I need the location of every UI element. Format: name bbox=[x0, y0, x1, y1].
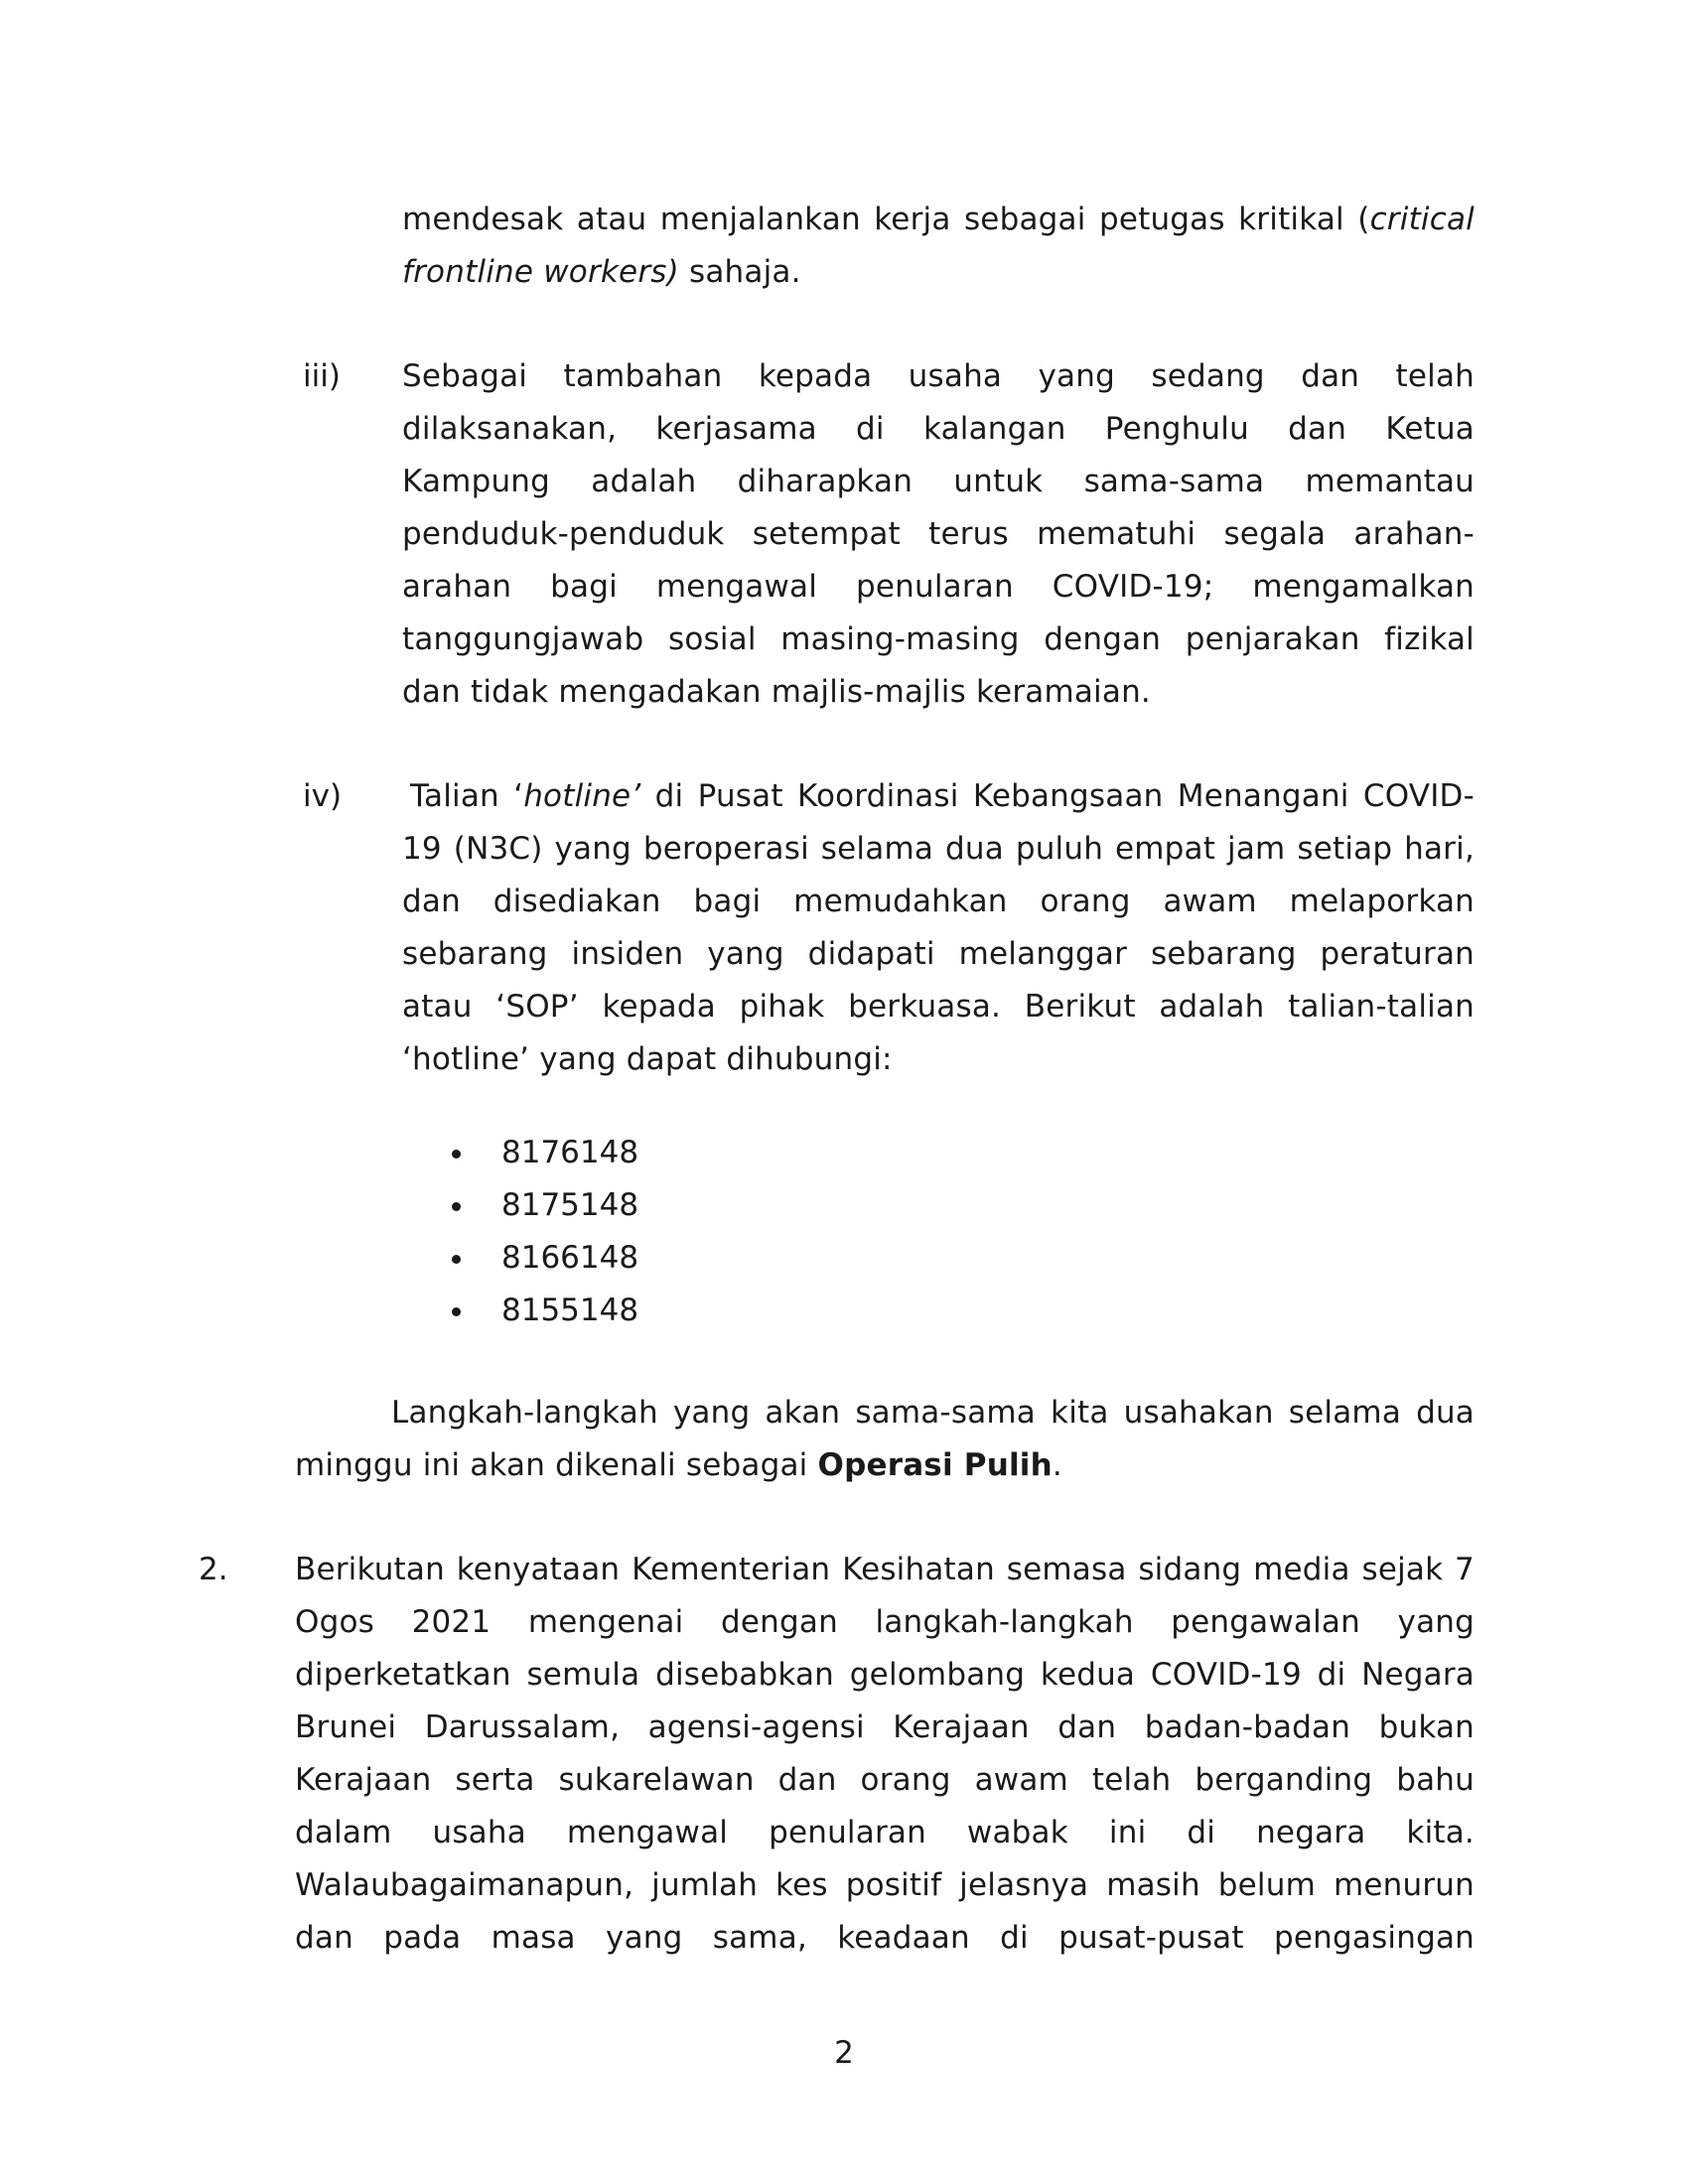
text-run: mendesak atau menjalankan kerja sebagai petugas kritikal ( bbox=[402, 202, 1370, 237]
paragraph-line: dilaksanakan, kerjasama di kalangan Penghulu dan Ketua bbox=[402, 411, 1475, 447]
italic-text: critical bbox=[1369, 202, 1475, 237]
paragraph-line: sebarang insiden yang didapati melanggar sebarang peraturan bbox=[402, 936, 1475, 972]
paragraph-line: penduduk-penduduk setempat terus mematuhi segala arahan- bbox=[402, 516, 1475, 552]
paragraph-line: 19 (N3C) yang beroperasi selama dua puluh empat jam setiap hari, bbox=[402, 831, 1475, 867]
paragraph-line: dan disediakan bagi memudahkan orang awam melaporkan bbox=[402, 884, 1475, 919]
hotline-item bbox=[452, 1285, 638, 1337]
paragraph-line: dan tidak mengadakan majlis-majlis keramaian. bbox=[402, 674, 1151, 710]
paragraph-line bbox=[402, 194, 1475, 246]
paragraph-line: Kerajaan serta sukarelawan dan orang awam telah berganding bahu bbox=[295, 1762, 1475, 1798]
text-run: di Pusat Koordinasi Kebangsaan Menangani COVID- bbox=[640, 778, 1475, 814]
paragraph-number-2: 2. bbox=[199, 1552, 228, 1587]
bullet-icon bbox=[452, 1255, 461, 1264]
paragraph-line: atau ‘SOP’ kepada pihak berkuasa. Berikut adalah talian-talian bbox=[402, 989, 1475, 1024]
operasi-pulih-bold: Operasi Pulih bbox=[817, 1447, 1053, 1483]
paragraph-line bbox=[295, 1439, 1475, 1492]
hotline-number: 8166148 bbox=[501, 1240, 639, 1276]
paragraph-2 bbox=[295, 1544, 1475, 1965]
page-number: 2 bbox=[834, 2035, 854, 2071]
italic-text: hotline’ bbox=[523, 778, 641, 814]
paragraph-line: Sebagai tambahan kepada usaha yang sedang dan telah bbox=[402, 358, 1475, 394]
paragraph-line: dan pada masa yang sama, keadaan di pusat-pusat pengasingan bbox=[295, 1920, 1475, 1956]
paragraph-line: Walaubagaimanapun, jumlah kes positif jelasnya masih belum menurun bbox=[295, 1867, 1475, 1903]
paragraph-line bbox=[402, 770, 1475, 823]
hotline-number: 8176148 bbox=[501, 1135, 639, 1170]
paragraph-line: arahan bagi mengawal penularan COVID-19; mengamalkan bbox=[402, 569, 1475, 605]
continued-paragraph bbox=[402, 194, 1475, 299]
paragraph-line: ‘hotline’ yang dapat dihubungi: bbox=[402, 1041, 893, 1077]
hotline-number: 8175148 bbox=[501, 1187, 639, 1223]
italic-text: frontline workers) bbox=[402, 254, 679, 290]
paragraph-line bbox=[402, 246, 1475, 299]
text-run: minggu ini akan dikenali sebagai bbox=[295, 1447, 818, 1483]
text-run: . bbox=[1052, 1447, 1062, 1483]
paragraph-line: tanggungjawab sosial masing-masing dengan penjarakan fizikal bbox=[402, 621, 1475, 657]
bullet-icon bbox=[452, 1307, 461, 1316]
paragraph-line: dalam usaha mengawal penularan wabak ini di negara kita. bbox=[295, 1815, 1475, 1850]
bullet-icon bbox=[452, 1202, 461, 1211]
hotline-list bbox=[452, 1127, 638, 1337]
operasi-paragraph bbox=[295, 1387, 1475, 1492]
paragraph-line: diperketatkan semula disebabkan gelombang kedua COVID-19 di Negara bbox=[295, 1657, 1475, 1693]
item-marker-iv: iv) bbox=[303, 778, 343, 814]
bullet-icon bbox=[452, 1150, 461, 1159]
hotline-item bbox=[452, 1127, 638, 1179]
hotline-number: 8155148 bbox=[501, 1293, 639, 1328]
hotline-item bbox=[452, 1179, 638, 1232]
paragraph-line: Langkah-langkah yang akan sama-sama kita usahakan selama dua bbox=[391, 1395, 1475, 1431]
hotline-item bbox=[452, 1232, 638, 1285]
item-marker-iii: iii) bbox=[303, 358, 341, 394]
paragraph-line: Berikutan kenyataan Kementerian Kesihatan semasa sidang media sejak 7 bbox=[295, 1552, 1475, 1587]
item-iii-paragraph bbox=[402, 350, 1475, 719]
text-run: Talian ‘ bbox=[410, 778, 524, 814]
paragraph-line: Brunei Darussalam, agensi-agensi Kerajaan dan badan-badan bukan bbox=[295, 1709, 1475, 1745]
paragraph-line: Ogos 2021 mengenai dengan langkah-langkah pengawalan yang bbox=[295, 1604, 1475, 1640]
item-iv-paragraph bbox=[402, 770, 1475, 1086]
text-run: sahaja. bbox=[678, 254, 801, 290]
paragraph-line: Kampung adalah diharapkan untuk sama-sama memantau bbox=[402, 464, 1475, 499]
